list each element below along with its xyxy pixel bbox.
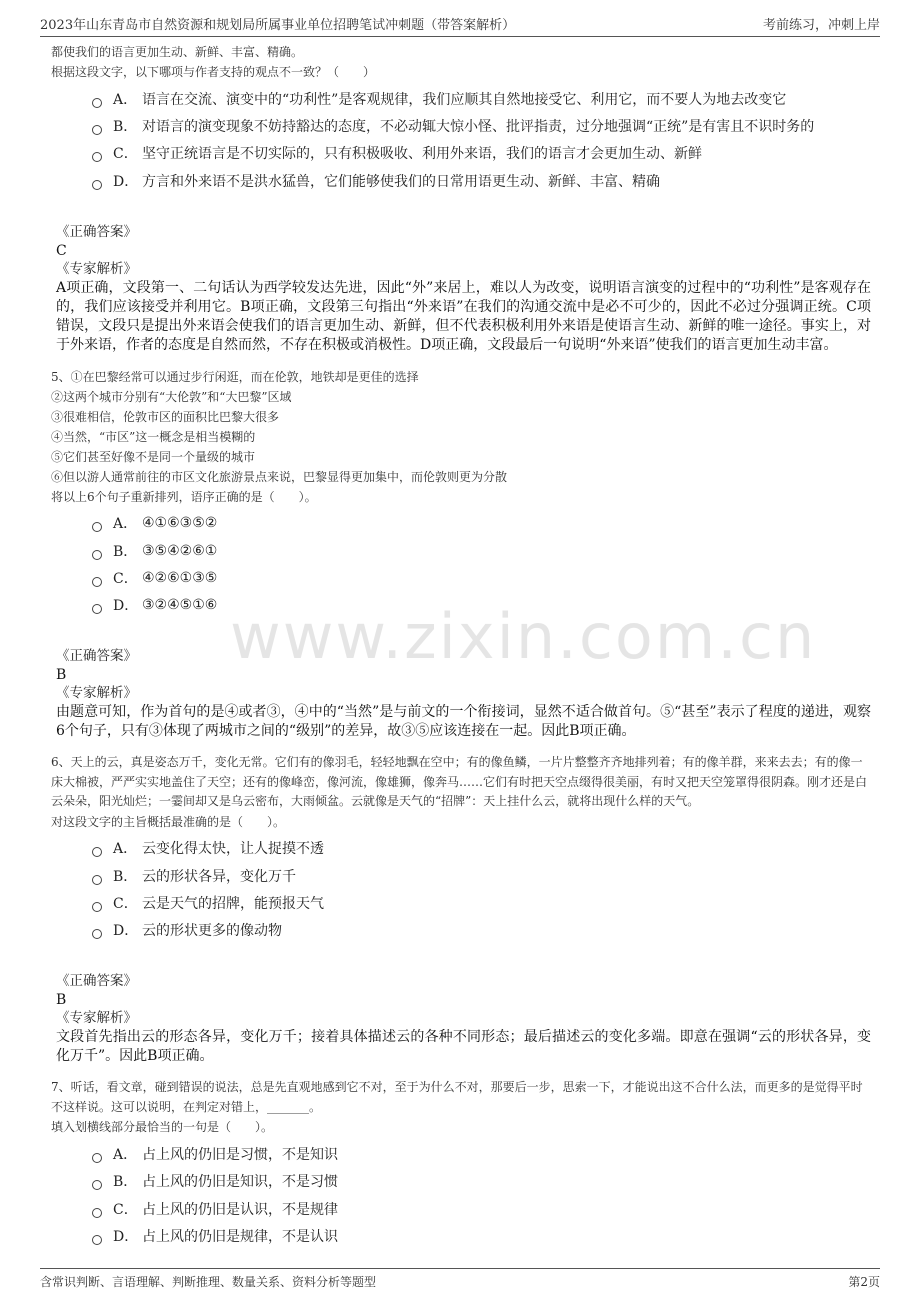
- q4-options: [51, 85, 871, 195]
- option-text: 对语言的演变现象不妨持豁达的态度，不必动辄大惊小怪、批评指责，过分地强调“正统”是有害且不识时务的: [142, 119, 815, 136]
- option-letter: D．: [113, 1229, 139, 1246]
- q5-options: [51, 510, 871, 620]
- radio-button[interactable]: [92, 180, 102, 190]
- radio-button[interactable]: [92, 902, 102, 912]
- radio-button[interactable]: [92, 1180, 102, 1190]
- q6-option-a[interactable]: [92, 835, 871, 862]
- radio-button[interactable]: [92, 550, 102, 560]
- option-letter: B．: [113, 543, 138, 560]
- q6-options: [51, 835, 871, 945]
- option-letter: C．: [113, 1201, 138, 1218]
- radio-button[interactable]: [92, 125, 102, 135]
- analysis-label: 《专家解析》: [56, 685, 137, 702]
- q4-option-c[interactable]: [92, 140, 871, 167]
- q7-option-a[interactable]: [92, 1140, 871, 1167]
- option-text: 占上风的仍旧是知识，不是习惯: [142, 1174, 338, 1191]
- option-letter: A．: [113, 1146, 138, 1163]
- option-letter: A．: [113, 516, 138, 533]
- q7-option-b[interactable]: [92, 1168, 871, 1195]
- option-text: ③②④⑤①⑥: [142, 597, 218, 614]
- sentence-line: ②这两个城市分别有“大伦敦”和“大巴黎”区域: [51, 389, 292, 404]
- question-prompt: 根据这段文字，以下哪项与作者支持的观点不一致？（ ）: [51, 65, 376, 79]
- option-text: 方言和外来语不是洪水猛兽，它们能够使我们的日常用语更生动、新鲜、丰富、精确: [142, 173, 660, 190]
- q5-option-d[interactable]: [92, 592, 871, 619]
- option-text: 云的形状更多的像动物: [142, 923, 282, 940]
- analysis-text: 文段首先指出云的形态各异，变化万千；接着具体描述云的各种不同形态；最后描述云的变化多端。即意在强调“云的形状各异，变化万千”。因此B项正确。: [56, 1029, 871, 1065]
- option-letter: C．: [113, 146, 138, 163]
- footer-note: 含常识判断、言语理解、判断推理、数量关系、资料分析等题型: [40, 1275, 377, 1289]
- page-footer: [40, 1268, 880, 1293]
- q4-option-d[interactable]: [92, 167, 871, 194]
- option-text: 占上风的仍旧是习惯，不是知识: [142, 1146, 338, 1163]
- answer-label: 《正确答案》: [56, 973, 137, 990]
- sentence-line: ③很难相信，伦敦市区的面积比巴黎大很多: [51, 409, 280, 424]
- option-text: 占上风的仍旧是认识，不是规律: [142, 1201, 338, 1218]
- q6-option-c[interactable]: [92, 889, 871, 916]
- radio-button[interactable]: [92, 604, 102, 614]
- analysis-text: 由题意可知，作为首句的是④或者③，④中的“当然”是与前文的一个衔接词，显然不适合做首句。⑤“甚至”表示了程度的递进，观察6个句子，只有③体现了两城市之间的“级别”的差异，故③⑤应该连接在一起。因此B项正确。: [56, 704, 871, 740]
- option-text: 云是天气的招牌，能预报天气: [142, 896, 324, 913]
- option-letter: C．: [113, 571, 138, 588]
- option-letter: B．: [113, 1174, 138, 1191]
- question-stem: 6、天上的云，真是姿态万千，变化无常。它们有的像羽毛，轻轻地飘在空中；有的像鱼鳞，一片片整整齐齐地排列着；有的像羊群，来来去去；有的像一床大棉被，严严实实地盖住了天空；还有的像峰峦，像河流，像雄狮，像奔马……它们有时把天空点缀得很美丽，有时又把天空笼罩得很阴森。刚才还是白云朵朵，阳光灿烂；一霎间却又是乌云密布，大雨倾盆。云就像是天气的“招牌”：天上挂什么云，就将出现什么样的天气。: [51, 755, 868, 809]
- question-prompt: 填入划横线部分最恰当的一句是（ ）。: [51, 1120, 274, 1135]
- radio-button[interactable]: [92, 152, 102, 162]
- question-prompt: 将以上6个句子重新排列，语序正确的是（ ）。: [51, 489, 317, 504]
- question-prompt: 对这段文字的主旨概括最准确的是（ ）。: [51, 814, 286, 829]
- answer-label: 《正确答案》: [56, 648, 137, 665]
- option-letter: D．: [113, 923, 139, 940]
- radio-button[interactable]: [92, 1208, 102, 1218]
- option-text: 云变化得太快，让人捉摸不透: [142, 841, 324, 858]
- question-stem: 5、①在巴黎经常可以通过步行闲逛，而在伦敦，地铁却是更佳的选择: [51, 369, 419, 384]
- radio-button[interactable]: [92, 929, 102, 939]
- q7-options: [51, 1140, 871, 1250]
- intro-line: 都使我们的语言更加生动、新鲜、丰富、精确。: [51, 45, 304, 59]
- q5-option-b[interactable]: [92, 537, 871, 564]
- question-stem: 7、听话，看文章，碰到错误的说法，总是先直观地感到它不对，至于为什么不对，那要后一步，思索一下，才能说出这不合什么法，而更多的是觉得平时不这样说。这可以说明，在判定对错上，_______。: [51, 1080, 863, 1114]
- answer-label: 《正确答案》: [56, 223, 137, 240]
- radio-button[interactable]: [92, 1235, 102, 1245]
- option-text: 坚守正统语言是不切实际的，只有积极吸收、利用外来语，我们的语言才会更加生动、新鲜: [142, 146, 702, 163]
- q4-option-a[interactable]: [92, 85, 871, 112]
- answer-value: B: [56, 667, 67, 684]
- option-letter: A．: [113, 841, 138, 858]
- radio-button[interactable]: [92, 1153, 102, 1163]
- sentence-line: ⑤它们甚至好像不是同一个量级的城市: [51, 449, 256, 464]
- q5-option-a[interactable]: [92, 510, 871, 537]
- watermark: www.zixin.com.cn: [230, 600, 817, 673]
- q6-option-d[interactable]: [92, 917, 871, 944]
- answer-value: C: [56, 242, 67, 259]
- option-letter: C．: [113, 896, 138, 913]
- q5-option-c[interactable]: [92, 564, 871, 591]
- analysis-label: 《专家解析》: [56, 260, 137, 277]
- page-content: [51, 42, 871, 1250]
- option-text: 语言在交流、演变中的“功利性”是客观规律，我们应顺其自然地接受它、利用它，而不要人为地去改变它: [142, 91, 787, 108]
- option-letter: D．: [113, 598, 139, 615]
- option-letter: B．: [113, 119, 138, 136]
- option-letter: B．: [113, 868, 138, 885]
- option-letter: D．: [113, 173, 139, 190]
- q4-option-b[interactable]: [92, 112, 871, 139]
- radio-button[interactable]: [92, 875, 102, 885]
- sentence-line: ④当然，“市区”这一概念是相当模糊的: [51, 429, 256, 444]
- sentence-line: ⑥但以游人通常前往的市区文化旅游景点来说，巴黎显得更加集中，而伦敦则更为分散: [51, 469, 508, 484]
- option-text: ④①⑥③⑤②: [142, 515, 218, 532]
- q7-option-c[interactable]: [92, 1195, 871, 1222]
- answer-value: B: [56, 992, 67, 1009]
- q7-option-d[interactable]: [92, 1222, 871, 1249]
- analysis-label: 《专家解析》: [56, 1010, 137, 1027]
- radio-button[interactable]: [92, 577, 102, 587]
- page-header: [40, 10, 880, 37]
- radio-button[interactable]: [92, 98, 102, 108]
- radio-button[interactable]: [92, 847, 102, 857]
- option-text: 占上风的仍旧是规律，不是认识: [142, 1229, 338, 1246]
- header-slogan: 考前练习，冲刺上岸: [762, 18, 880, 33]
- analysis-text: A项正确，文段第一、二句话认为西学较发达先进，因此“外”来居上，难以人为改变，说明语言演变的过程中的“功利性”是客观存在的，我们应该接受并利用它。B项正确，文段第三句指出“外来语”在我们的沟通交流中是必不可少的，因此不必过分强调正统。C项错误，文段只是提出外来语会使我们的语言更加生动、新鲜，但不代表积极利用外来语是使语言生动、新鲜的唯一途径。事实上，对于外来语，作者的态度是自然而然，不存在积极或消极性。D项正确，文段最后一句说明“外来语”使我们的语言更加生动丰富。: [56, 279, 871, 353]
- option-letter: A．: [113, 91, 138, 108]
- option-text: ④②⑥①③⑤: [142, 570, 218, 587]
- option-text: 云的形状各异，变化万千: [142, 868, 296, 885]
- option-text: ③⑤④②⑥①: [142, 542, 218, 559]
- page-number: 第2页: [848, 1275, 880, 1289]
- radio-button[interactable]: [92, 522, 102, 532]
- document-title: 2023年山东青岛市自然资源和规划局所属事业单位招聘笔试冲刺题（带答案解析）: [40, 18, 516, 33]
- q6-option-b[interactable]: [92, 862, 871, 889]
